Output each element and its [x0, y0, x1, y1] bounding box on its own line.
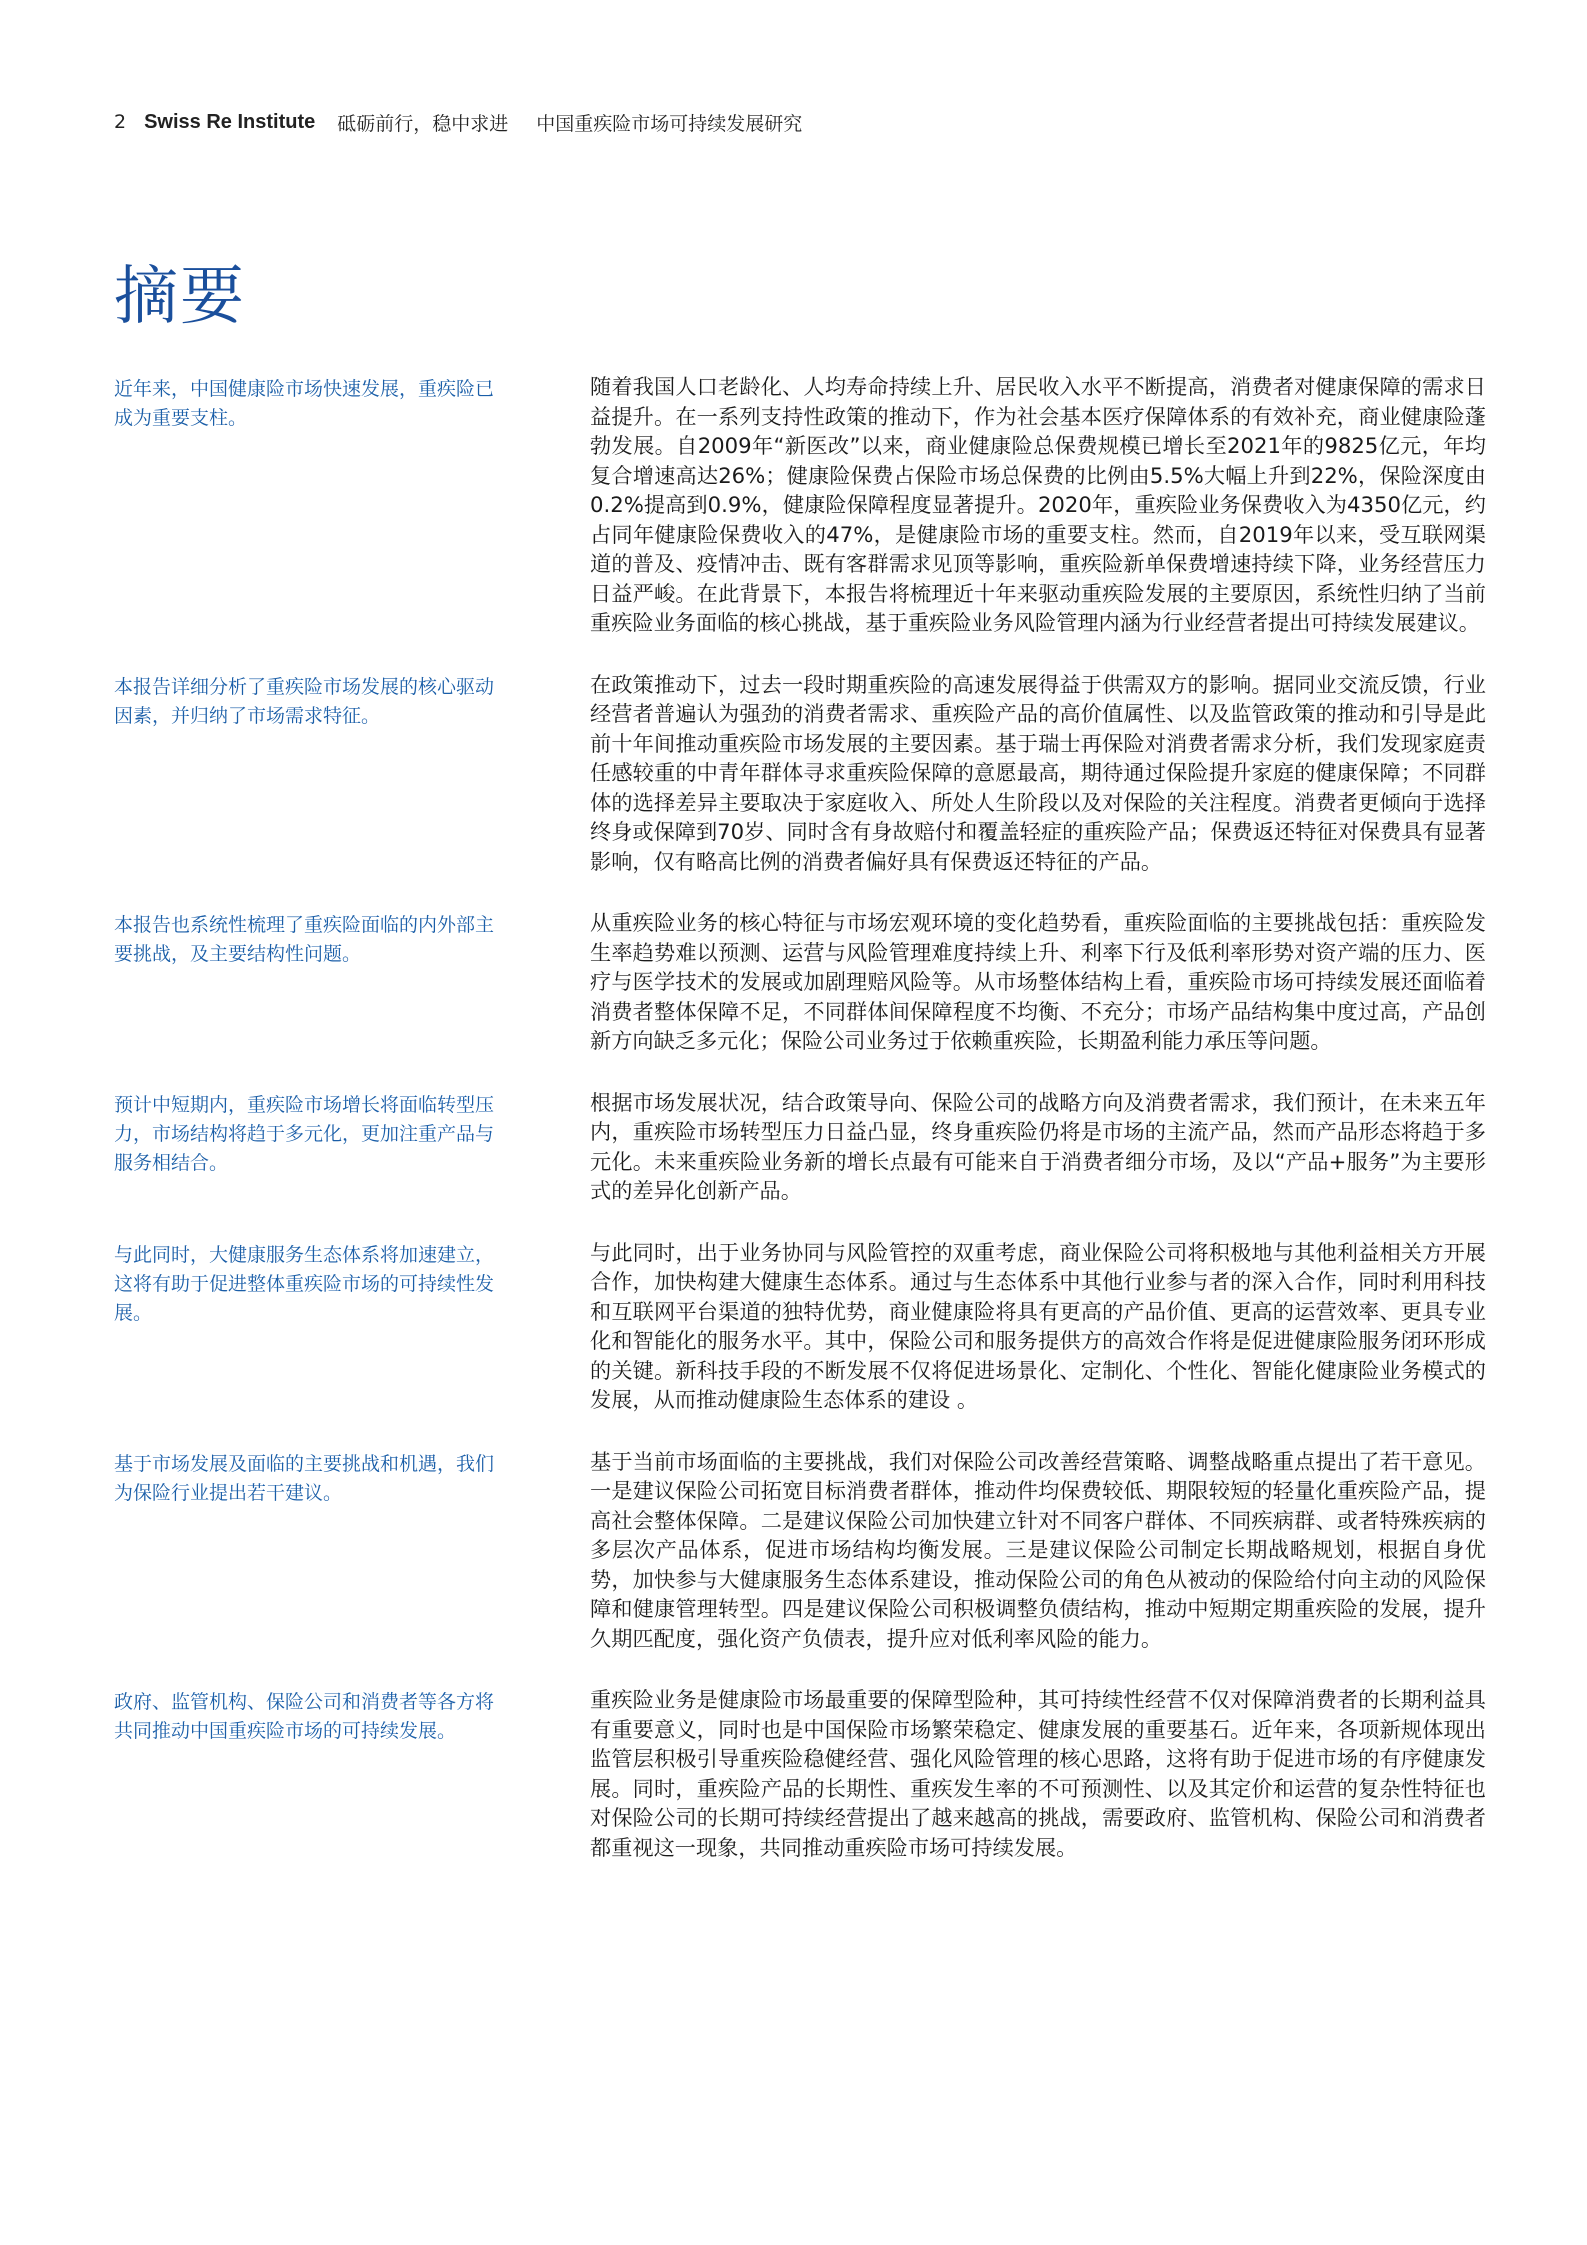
section-7 [114, 1685, 1486, 1862]
page-number: 2 [114, 111, 127, 133]
section-summary: 与此同时，大健康服务生态体系将加速建立，这将有助于促进整体重疾险市场的可持续性发展。 [114, 1243, 495, 1324]
section-body: 与此同时，出于业务协同与风险管控的双重考虑，商业保险公司将积极地与其他利益相关方开展合作，加快构建大健康生态体系。通过与生态体系中其他行业参与者的深入合作，同时利用科技和互联网平台渠道的独特优势，商业健康险将具有更高的产品价值、更高的运营效率、更具专业化和智能化的服务水平。其中，保险公司和服务提供方的高效合作将是促进健康险服务闭环形成的关键。新科技手段的不断发展不仅将促进场景化、定制化、个性化、智能化健康险业务模式的发展，从而推动健康险生态体系的建设 。 [590, 1239, 1486, 1412]
section-summary: 本报告详细分析了重疾险市场发展的核心驱动因素，并归纳了市场需求特征。 [114, 675, 495, 727]
section-body: 在政策推动下，过去一段时期重疾险的高速发展得益于供需双方的影响。据同业交流反馈，行业经营者普遍认为强劲的消费者需求、重疾险产品的高价值属性、以及监管政策的推动和引导是此前十年间推动重疾险市场发展的主要因素。基于瑞士再保险对消费者需求分析，我们发现家庭责任感较重的中青年群体寻求重疾险保障的意愿最高，期待通过保险提升家庭的健康保障；不同群体的选择差异主要取决于家庭收入、所处人生阶段以及对保险的关注程度。消费者更倾向于选择终身或保障到70岁、同时含有身故赔付和覆盖轻症的重疾险产品；保费返还特征对保费具有显著影响，仅有略高比例的消费者偏好具有保费返还特征的产品。 [590, 671, 1486, 874]
section-body: 重疾险业务是健康险市场最重要的保障型险种，其可持续性经营不仅对保障消费者的长期利益具有重要意义，同时也是中国保险市场繁荣稳定、健康发展的重要基石。近年来，各项新规体现出监管层积极引导重疾险稳健经营、强化风险管理的核心思路，这将有助于促进市场的有序健康发展。同时，重疾险产品的长期性、重疾发生率的不可预测性、以及其定价和运营的复杂性特征也对保险公司的长期可持续经营提出了越来越高的挑战，需要政府、监管机构、保险公司和消费者都重视这一现象，共同推动重疾险市场可持续发展。 [590, 1687, 1486, 1860]
section-summary: 本报告也系统性梳理了重疾险面临的内外部主要挑战，及主要结构性问题。 [114, 914, 495, 965]
brand-name: Swiss Re Institute [144, 110, 316, 133]
section-5 [114, 1238, 1486, 1415]
section-summary: 基于市场发展及面临的主要挑战和机遇，我们为保险行业提出若干建议。 [114, 1452, 495, 1504]
section-4 [114, 1088, 1486, 1206]
page-title: 摘要 [114, 260, 246, 334]
report-title: 中国重疾险市场可持续发展研究 [536, 112, 803, 135]
section-summary: 预计中短期内，重疾险市场增长将面临转型压力，市场结构将趋于多元化，更加注重产品与服务相结合。 [114, 1093, 495, 1174]
section-body: 从重疾险业务的核心特征与市场宏观环境的变化趋势看，重疾险面临的主要挑战包括：重疾险发生率趋势难以预测、运营与风险管理难度持续上升、利率下行及低利率形势对资产端的压力、医疗与医学技术的发展或加剧理赔风险等。从市场整体结构上看，重疾险市场可持续发展还面临着消费者整体保障不足，不同群体间保障程度不均衡、不充分；市场产品结构集中度过高，产品创新方向缺乏多元化；保险公司业务过于依赖重疾险，长期盈利能力承压等问题。 [590, 910, 1486, 1053]
section-3 [114, 908, 1486, 1056]
section-body: 基于当前市场面临的主要挑战，我们对保险公司改善经营策略、调整战略重点提出了若干意见。一是建议保险公司拓宽目标消费者群体，推动件均保费较低、期限较短的轻量化重疾险产品，提高社会整体保障。二是建议保险公司加快建立针对不同客户群体、不同疾病群、或者特殊疾病的多层次产品体系，促进市场结构均衡发展。三是建议保险公司制定长期战略规划，根据自身优势，加快参与大健康服务生态体系建设，推动保险公司的角色从被动的保险给付向主动的风险保障和健康管理转型。四是建议保险公司积极调整负债结构，推动中短期定期重疾险的发展，提升久期匹配度，强化资产负债表，提升应对低利率风险的能力。 [590, 1448, 1486, 1651]
series-title: 砥砺前行，稳中求进 [337, 112, 509, 135]
section-2 [114, 670, 1486, 877]
section-6 [114, 1447, 1486, 1654]
section-body: 随着我国人口老龄化、人均寿命持续上升、居民收入水平不断提高，消费者对健康保障的需求日益提升。在一系列支持性政策的推动下，作为社会基本医疗保障体系的有效补充，商业健康险蓬勃发展。自2009年“新医改”以来，商业健康险总保费规模已增长至2021年的9825亿元，年均复合增速高达26%；健康险保费占保险市场总保费的比例由5.5%大幅上升到22%，保险深度由0.2%提高到0.9%，健康险保障程度显著提升。2020年，重疾险业务保费收入为4350亿元，约占同年健康险保费收入的47%，是健康险市场的重要支柱。然而，自2019年以来，受互联网渠道的普及、疫情冲击、既有客群需求见顶等影响，重疾险新单保费增速持续下降，业务经营压力日益严峻。在此背景下，本报告将梳理近十年来驱动重疾险发展的主要原因，系统性归纳了当前重疾险业务面临的核心挑战，基于重疾险业务风险管理内涵为行业经营者提出可持续发展建议。 [590, 374, 1486, 635]
summary-sections [114, 372, 1486, 1894]
section-summary: 政府、监管机构、保险公司和消费者等各方将共同推动中国重疾险市场的可持续发展。 [114, 1691, 495, 1742]
page-header [114, 108, 802, 136]
section-1 [114, 372, 1486, 638]
section-body: 根据市场发展状况，结合政策导向、保险公司的战略方向及消费者需求，我们预计，在未来五年内，重疾险市场转型压力日益凸显，终身重疾险仍将是市场的主流产品，然而产品形态将趋于多元化。未来重疾险业务新的增长点最有可能来自于消费者细分市场，及以“产品+服务”为主要形式的差异化创新产品。 [590, 1089, 1486, 1203]
section-summary: 近年来，中国健康险市场快速发展，重疾险已成为重要支柱。 [114, 378, 495, 429]
